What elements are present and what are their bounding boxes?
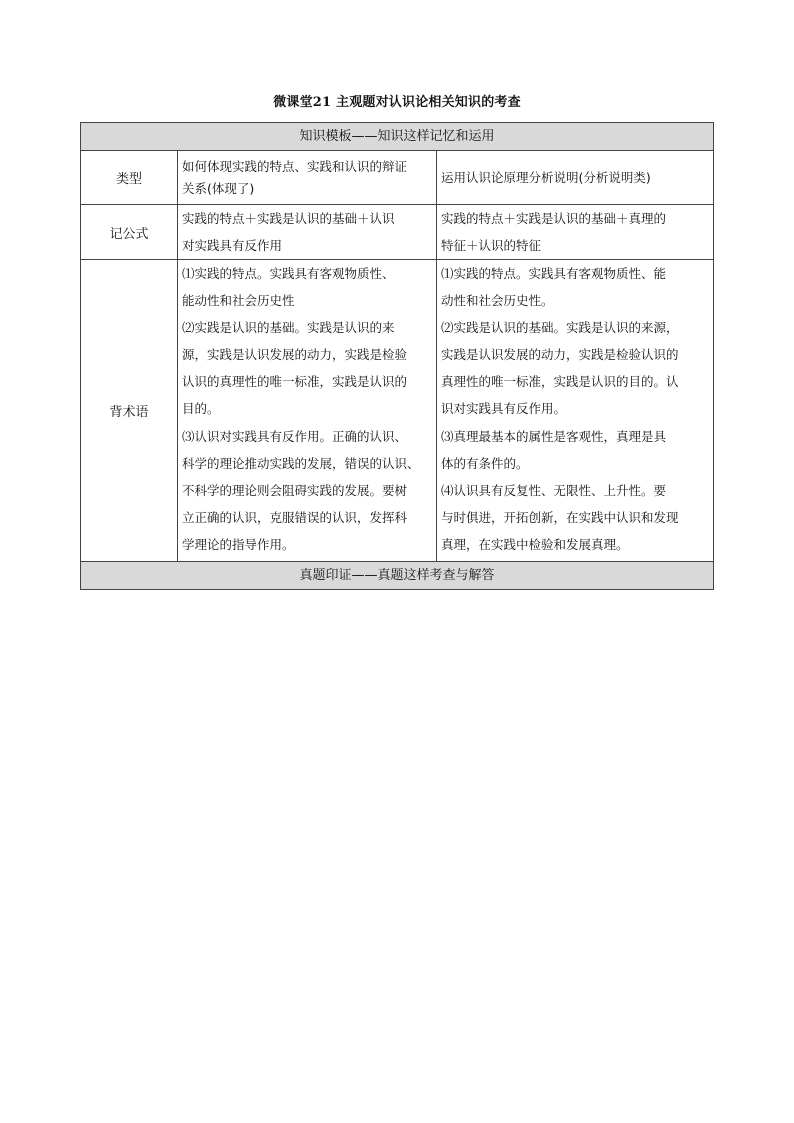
text-line: 源，实践是认识发展的动力，实践是检验 [182,347,408,363]
text-line: 实践的特点＋实践是认识的基础＋认识 [182,211,395,226]
text-line: ⑴实践的特点。实践具有客观物质性、能 [441,266,667,281]
recite-cell-practice [178,260,437,562]
row-label-recite: 背术语 [81,260,178,562]
text-line: 学理论的指导作用。 [182,536,295,552]
text-line: ⑵实践是认识的基础。实践是认识的来 [182,320,395,336]
text-line: 能动性和社会历史性 [182,293,295,309]
template-footer-banner: 真题印证——真题这样考查与解答 [81,562,714,590]
text-line: 科学的理论推动实践的发展，错误的认识、 [182,455,420,471]
text-line: ⑴实践的特点。实践具有客观物质性、 [182,266,395,281]
type-cell-analysis [437,151,714,205]
text-line: ⑷认识具有反复性、无限性、上升性。要 [441,482,667,498]
text-line: 如何体现实践的特点、实践和认识的辩证 [182,158,408,174]
formula-cell-truth [437,205,714,260]
text-line: 体的有条件的。 [441,455,529,471]
text-line: 与时俱进，开拓创新，在实践中认识和发现 [441,509,679,525]
text-line: 目的。 [182,401,220,417]
page-title: 微课堂21 主观题对认识论相关知识的考查 [273,95,521,110]
text-line: ⑶真理最基本的属性是客观性，真理是具 [441,428,667,444]
row-label-type: 类型 [81,151,178,205]
text-line: 动性和社会历史性。 [441,293,554,309]
knowledge-template-table [80,122,714,590]
formula-cell-practice [178,205,437,260]
text-line: 真理，在实践中检验和发展真理。 [441,536,629,552]
row-label-formula: 记公式 [81,205,178,260]
text-line: 认识的真理性的唯一标准，实践是认识的 [182,374,408,390]
recite-cell-truth [437,260,714,562]
text-line: 对实践具有反作用 [182,238,283,253]
template-header-banner: 知识模板——知识这样记忆和运用 [81,123,714,151]
text-line: 不科学的理论则会阻碍实践的发展。要树 [182,482,408,498]
text-line: 关系(体现了) [182,180,255,196]
text-line: ⑵实践是认识的基础。实践是认识的来源， [441,320,679,336]
text-line: 识对实践具有反作用。 [441,401,567,417]
text-line: 真理性的唯一标准，实践是认识的目的。认 [441,374,679,390]
text-line: ⑶认识对实践具有反作用。正确的认识、 [182,428,408,444]
type-cell-practice-relation [178,151,437,205]
text-line: 实践是认识发展的动力，实践是检验认识的 [441,347,679,363]
text-line: 运用认识论原理分析说明(分析说明类) [441,170,651,185]
text-line: 特征＋认识的特征 [441,238,542,253]
text-line: 立正确的认识，克服错误的认识，发挥科 [182,509,408,525]
text-line: 实践的特点＋实践是认识的基础＋真理的 [441,211,667,226]
